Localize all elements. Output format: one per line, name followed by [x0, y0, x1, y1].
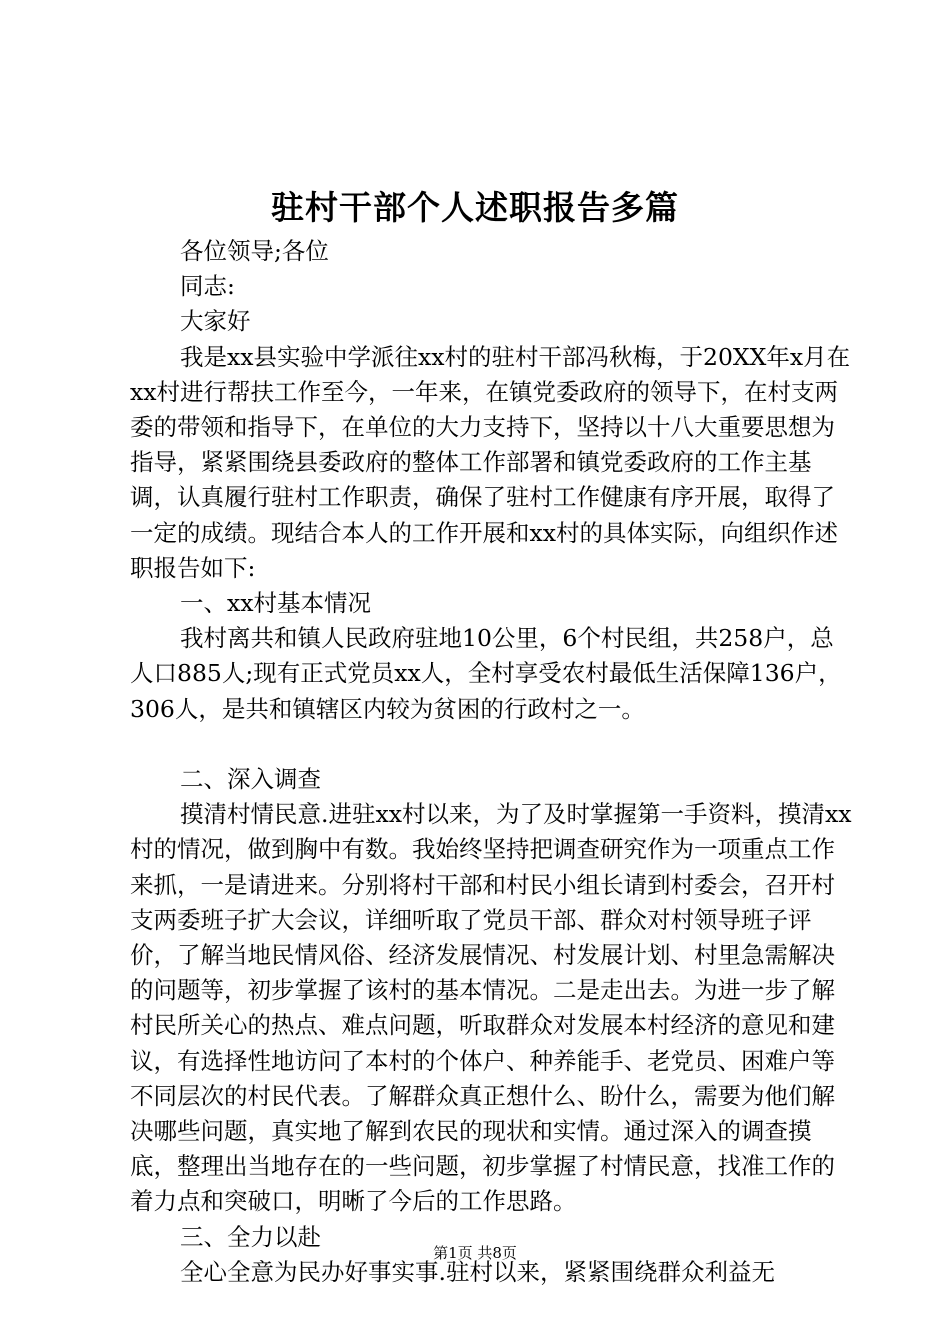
- intro-paragraph: 我是xx县实验中学派往xx村的驻村干部冯秋梅，于20XX年x月在xx村进行帮扶工作至今，一年来，在镇党委政府的领导下，在村支两委的带领和指导下，在单位的大力支持下，坚持以十八大重要思想为指导，紧紧围绕县委政府的整体工作部署和镇党委政府的工作主基调，认真履行驻村工作职责，确保了驻村工作健康有序开展，取得了一定的成绩。现结合本人的工作开展和xx村的具体实际，向组织作述职报告如下:: [130, 342, 851, 582]
- section-heading-2: 二、深入调查: [180, 765, 321, 794]
- salutation-line-1: 各位领导;各位: [180, 237, 329, 265]
- document-body: [130, 234, 852, 1290]
- section-heading-3: 三、全力以赴: [180, 1222, 321, 1251]
- page-number-footer: 第1页 共8页: [433, 1244, 517, 1262]
- salutation-line-2: 同志:: [180, 272, 235, 301]
- greeting: 大家好: [180, 307, 251, 336]
- section-3-paragraph: 全心全意为民办好事实事.驻村以来，紧紧围绕群众利益无: [180, 1257, 775, 1286]
- paragraph-gap: [130, 727, 852, 762]
- section-2-paragraph: 摸清村情民意.进驻xx村以来，为了及时掌握第一手资料，摸清xx村的情况，做到胸中有数。我始终坚持把调查研究作为一项重点工作来抓，一是请进来。分别将村干部和村民小组长请到村委会，召开村支两委班子扩大会议，详细听取了党员干部、群众对村领导班子评价，了解当地民情风俗、经济发展情况、村发展计划、村里急需解决的问题等，初步掌握了该村的基本情况。二是走出去。为进一步了解村民所关心的热点、难点问题，听取群众对发展本村经济的意见和建议，有选择性地访问了本村的个体户、种养能手、老党员、困难户等不同层次的村民代表。了解群众真正想什么、盼什么，需要为他们解决哪些问题，真实地了解到农民的现状和实情。通过深入的调查摸底，整理出当地存在的一些问题，初步掌握了村情民意，找准工作的着力点和突破口，明晰了今后的工作思路。: [130, 800, 852, 1216]
- section-1-paragraph: 我村离共和镇人民政府驻地10公里，6个村民组，共258户，总人口885人;现有正式党员xx人，全村享受农村最低生活保障136户，306人，是共和镇辖区内较为贫困的行政村之一。: [130, 624, 842, 723]
- section-heading-1: 一、xx村基本情况: [180, 589, 372, 618]
- document-title: 驻村干部个人述职报告多篇: [271, 188, 679, 227]
